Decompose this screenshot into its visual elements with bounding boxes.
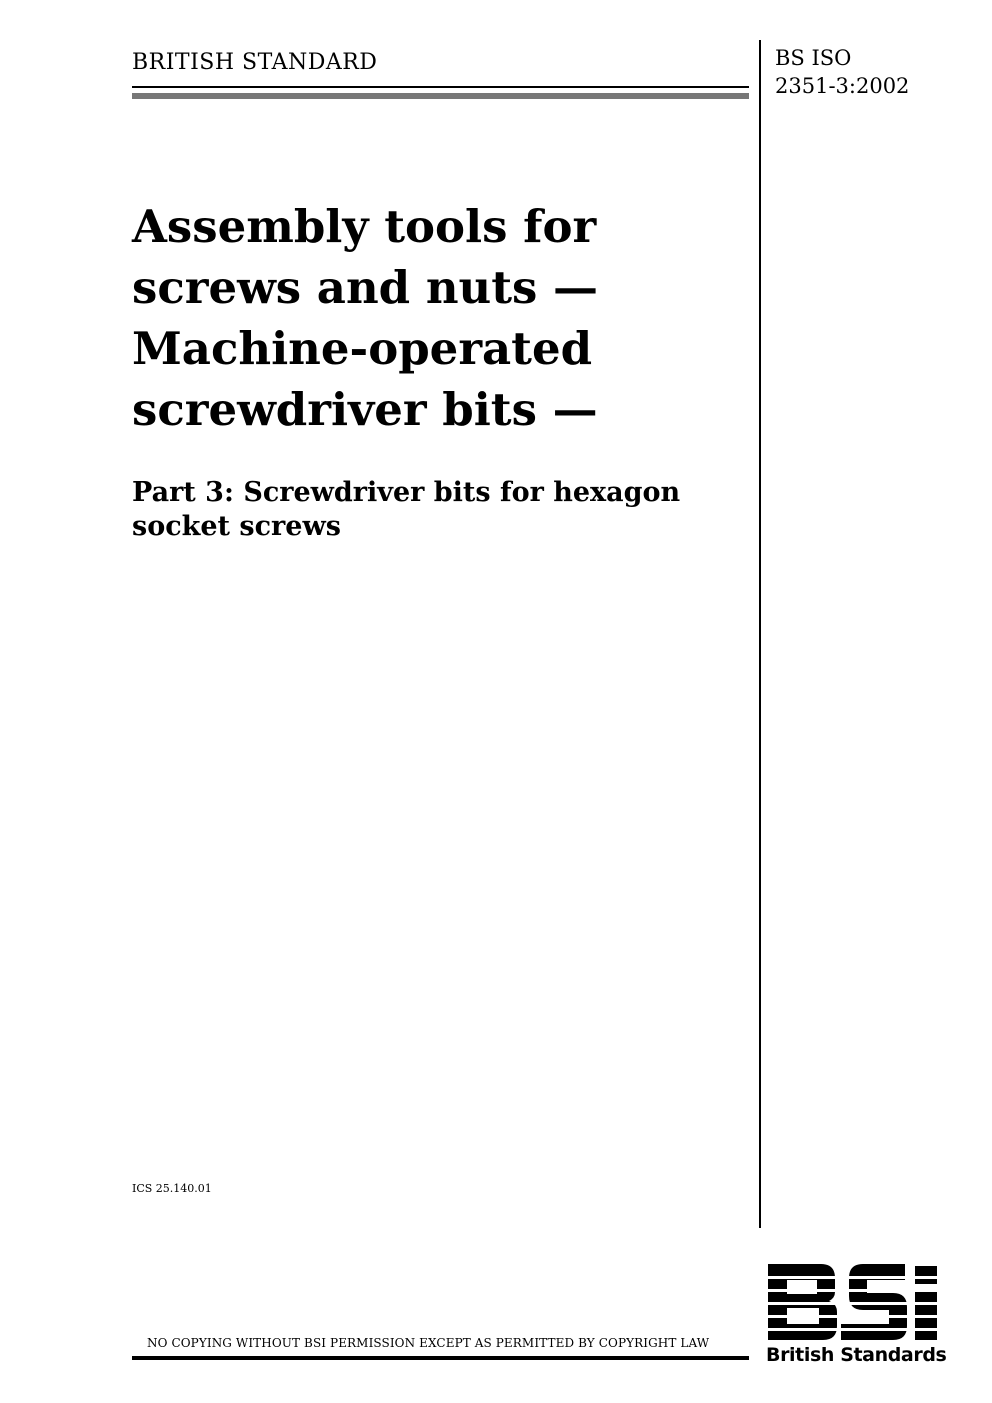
ics-code: ICS 25.140.01 bbox=[132, 1182, 212, 1195]
footer-rule bbox=[132, 1356, 749, 1360]
vertical-divider bbox=[759, 40, 761, 1228]
standard-number bbox=[775, 44, 909, 100]
title-line: screws and nuts — bbox=[132, 261, 599, 314]
header-rule-thin bbox=[132, 86, 749, 88]
copyright-notice: NO COPYING WITHOUT BSI PERMISSION EXCEPT AS PERMITTED BY COPYRIGHT LAW bbox=[147, 1336, 710, 1350]
document-type-label: BRITISH STANDARD bbox=[132, 50, 378, 75]
standard-number-prefix: BS ISO bbox=[775, 46, 852, 70]
title-line: Machine-operated bbox=[132, 322, 593, 375]
document-subtitle bbox=[132, 476, 752, 544]
title-line: Assembly tools for bbox=[132, 200, 597, 253]
bsi-brand-name: British Standards bbox=[766, 1344, 947, 1366]
subtitle-line: Part 3: Screwdriver bits for hexagon bbox=[132, 477, 681, 508]
standard-number-code: 2351-3:2002 bbox=[775, 74, 910, 98]
header-rule-thick bbox=[132, 93, 749, 99]
document-title bbox=[132, 196, 752, 440]
title-line: screwdriver bits — bbox=[132, 383, 598, 436]
subtitle-line: socket screws bbox=[132, 511, 341, 542]
